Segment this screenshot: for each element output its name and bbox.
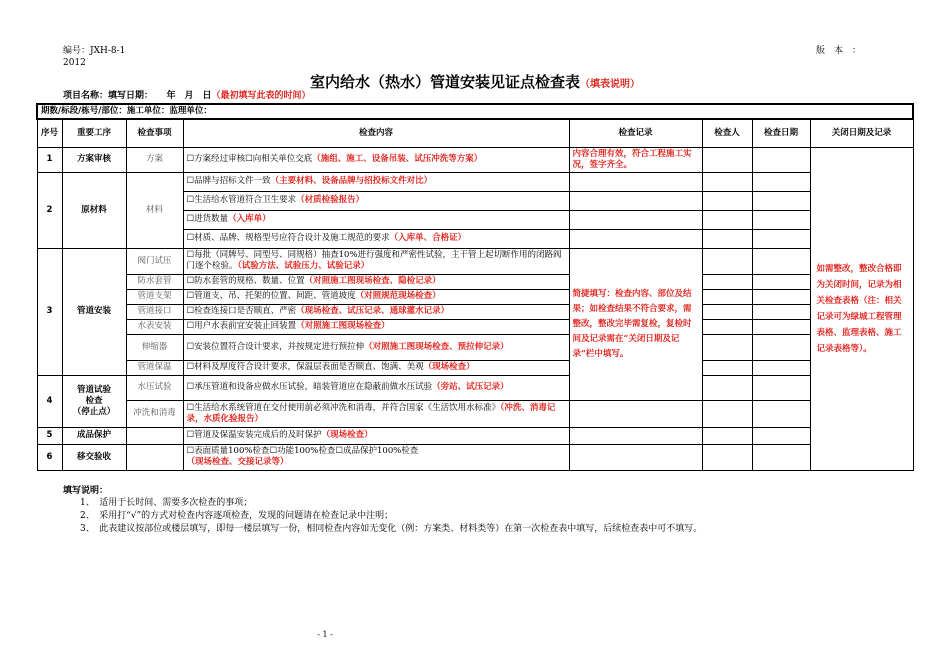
row-content [183,427,569,444]
date-cell[interactable] [752,375,810,400]
footer-title: 填写说明： [63,486,109,496]
inspector-cell[interactable] [702,274,752,289]
col-header-content: 检查内容 [183,119,569,147]
checkbox-icon[interactable] [187,276,195,286]
checkbox-icon[interactable] [187,342,195,352]
row-item: 管道接口 [126,304,183,319]
row-process [62,375,126,427]
content-text: 表面质量100%检查 [194,446,270,456]
checkbox-icon[interactable] [187,195,195,205]
row-no: 2 [37,172,62,248]
row-item: 冲洗和消毒 [126,400,183,427]
title-wrap [0,72,950,91]
date-cell[interactable] [752,334,810,360]
record-cell[interactable] [569,427,702,444]
content-text: 品牌与招标文件一致 [194,176,271,186]
content-text: 承压管道和设备应做水压试验，暗装管道应在隐蔽前做水压试验 [194,382,433,392]
row-item [126,444,183,470]
row-item: 管道支架 [126,289,183,304]
checkbox-icon[interactable] [187,291,195,301]
inspector-cell[interactable] [702,334,752,360]
inspector-cell[interactable] [702,147,752,172]
row-no: 1 [37,147,62,172]
footer-item-1: 1、 适用于长时间、需要多次检查的事项； [80,498,253,508]
checkbox-icon[interactable] [187,154,195,164]
row-content [183,360,569,375]
row-content [183,400,569,427]
content-note: （旁站、试压记录） [432,382,509,392]
content-note: （冲洗、消毒记录，水质化验报告） [186,402,556,424]
page-title: 室内给水（热水）管道安装见证点检查表 [309,73,580,91]
checkbox-icon[interactable] [187,306,195,316]
content-text: 每批（同牌号、同型号、同规格）抽查10%进行强度和严密性试验，主干管上起切断作用的闭路阀门逐个检验。 [186,250,562,271]
checkbox-icon[interactable] [187,362,195,372]
inspector-cell[interactable] [702,229,752,248]
date-note: （最初填写此表的时间） [211,91,311,101]
checkbox-icon[interactable] [187,250,195,260]
row-process: 原材料 [62,172,126,248]
date-cell[interactable] [752,248,810,274]
record-cell[interactable] [569,400,702,427]
date-cell[interactable] [752,147,810,172]
record-cell[interactable] [569,229,702,248]
content-note: （材质检验报告） [296,195,365,205]
row-content [183,229,569,248]
content-text: 用户水表前宜安装止回装置 [194,321,297,331]
row-item: 方案 [126,147,183,172]
checkbox-icon[interactable] [187,430,195,440]
col-header-record: 检查记录 [569,119,702,147]
row-content [183,210,569,229]
date-cell[interactable] [752,289,810,304]
date-cell[interactable] [752,360,810,375]
row-item: 水表安装 [126,319,183,334]
inspector-cell[interactable] [702,172,752,191]
content-text: 材料及厚度符合设计要求，保温层表面是否顺直、饱满、美观 [194,362,424,372]
row-item: 管道保温 [126,360,183,375]
inspector-cell[interactable] [702,319,752,334]
col-header-item: 检查事项 [126,119,183,147]
row-process: 方案审核 [62,147,126,172]
row-content [183,289,569,304]
content-text: 向相关单位交底 [252,154,313,164]
content-text: 生活给水系统管道在交付使用前必须冲洗和消毒，并符合国家《生活饮用水标准》 [194,402,501,413]
row-item [126,427,183,444]
checkbox-icon[interactable] [245,154,253,164]
row-content [183,147,569,172]
content-note: （现场检查、试压记录、通球灌水记录） [296,306,450,316]
footer-item-3: 3、 此表建议按部位或楼层填写，即每一楼层填写一份，相同检查内容如无变化（例：方案类、材料类等）在第一次检查表中填写，后续检查表中可不填写。 [80,524,703,534]
row-item: 阀门试压 [126,248,183,274]
inspector-cell[interactable] [702,210,752,229]
process-line: 检查 [85,395,103,406]
date-cell[interactable] [752,274,810,289]
inspector-cell[interactable] [702,248,752,274]
row-item: 伸缩器 [126,334,183,360]
content-text: 防水套管的规格、数量、位置 [194,276,305,286]
checkbox-icon[interactable] [187,214,195,224]
date-cell[interactable] [752,319,810,334]
document-year: 2012 [63,58,86,68]
row-content [183,304,569,319]
date-cell[interactable] [752,172,810,191]
content-note: （入库单、合格证） [389,233,467,243]
col-header-inspector: 检查人 [702,119,752,147]
content-note: （施组、施工、设备吊装、试压冲洗等方案） [312,154,483,164]
record-note-1: 内容合理有效，符合工程施工实况，签字齐全。 [569,147,702,172]
project-label: 项目名称：填写日期： 年 月 日 [63,91,212,101]
checkbox-icon[interactable] [187,233,195,243]
col-header-no: 序号 [37,119,62,147]
date-cell[interactable] [752,210,810,229]
row-item: 水压试验 [126,375,183,400]
row-content [183,248,569,274]
checkbox-icon[interactable] [187,176,195,186]
date-cell[interactable] [752,191,810,210]
checkbox-icon[interactable] [187,382,195,392]
content-note: （对照规范现场检查） [355,291,441,301]
record-cell[interactable] [569,191,702,210]
record-cell[interactable] [569,444,702,470]
row-no: 3 [37,248,62,375]
process-line: 管道试验 [76,384,111,395]
record-cell[interactable] [569,210,702,229]
content-note: （对照施工图现场检查、预拉伸记录） [364,341,509,352]
checkbox-icon[interactable] [187,446,195,456]
checkbox-icon[interactable] [269,446,277,456]
content-note: （现场检查、交接记录等） [186,457,289,467]
inspector-cell[interactable] [702,400,752,427]
date-cell[interactable] [752,427,810,444]
row-content [183,444,569,470]
row-content [183,375,569,400]
col-header-date: 检查日期 [752,119,810,147]
unit-line: 期数/标段/栋号/部位：施工单位：监理单位： [37,104,913,119]
version-label: 版 本 ： [816,46,862,56]
row-process: 成品保护 [62,427,126,444]
col-header-close: 关闭日期及记录 [810,119,913,147]
content-note: （入库单） [228,214,271,224]
date-cell[interactable] [752,400,810,427]
inspector-cell[interactable] [702,360,752,375]
inspector-cell[interactable] [702,375,752,400]
inspector-cell[interactable] [702,444,752,470]
content-note: （现场检查） [423,362,475,372]
row-content [183,319,569,334]
record-cell[interactable] [569,172,702,191]
row-content [183,274,569,289]
close-note: 如需整改，整改合格即为关闭时间，记录为相关检查表格（注：相关记录可为绿城工程管理表格、监理表格、施工记录表格等）。 [810,147,913,470]
row-no: 4 [37,375,62,427]
content-text: 方案经过审核 [194,154,246,164]
content-text: 安装位置符合设计要求，并按规定进行预拉伸 [194,341,365,352]
content-text: 进货数量 [194,214,229,224]
content-note: （现场检查） [321,430,373,440]
document-code: 编号：JXH-8-1 [63,46,126,56]
row-process: 管道安装 [62,248,126,375]
inspector-cell[interactable] [702,304,752,319]
content-text: 成品保护100%检查 [343,446,419,456]
content-text: 管道及保温安装完成后的及时保护 [194,430,322,440]
date-cell[interactable] [752,229,810,248]
record-note-2: 简捷填写：检查内容、部位及结果；如检查结果不符合要求，需整改，整改完毕需复检，复检时间及记录需在“关闭日期及记录”栏中填写。 [569,248,702,400]
inspection-table [36,103,914,471]
content-note: （主要材料、设备品牌与招投标文件对比） [270,176,433,186]
row-content [183,334,569,360]
row-content [183,172,569,191]
row-item: 防水套管 [126,274,183,289]
row-no: 6 [37,444,62,470]
content-text: 材质、品牌、规格型号应符合设计及施工规范的要求 [194,233,390,243]
title-note: （填表说明） [580,79,640,90]
checkbox-icon[interactable] [187,321,195,331]
content-text: 功能100%检查 [277,446,336,456]
row-item: 材料 [126,172,183,248]
checkbox-icon[interactable] [335,446,343,456]
content-note: （对照施工图现场检查） [296,321,390,331]
checkbox-icon[interactable] [187,403,195,413]
process-line: （停止点） [72,406,116,417]
inspector-cell[interactable] [702,427,752,444]
page-number: - 1 - [317,630,333,639]
content-text: 生活给水管道符合卫生要求 [194,195,297,205]
inspector-cell[interactable] [702,191,752,210]
content-note: （对照施工图现场检查、隐检记录） [304,276,441,286]
content-text: 检查连接口是否顺直、严密 [194,306,297,316]
row-no: 5 [37,427,62,444]
content-note: （试验方法、试验压力、试验记录） [237,261,370,271]
col-header-process: 重要工序 [62,119,126,147]
project-line [63,91,311,102]
inspector-cell[interactable] [702,289,752,304]
row-content [183,191,569,210]
date-cell[interactable] [752,304,810,319]
row-process: 移交验收 [62,444,126,470]
content-text: 管道支、吊、托架的位置、间距、管道坡度 [194,291,356,301]
date-cell[interactable] [752,444,810,470]
footer-item-2: 2、 采用打“√”的方式对检查内容逐项检查，发现的问题请在检查记录中注明； [80,511,394,521]
